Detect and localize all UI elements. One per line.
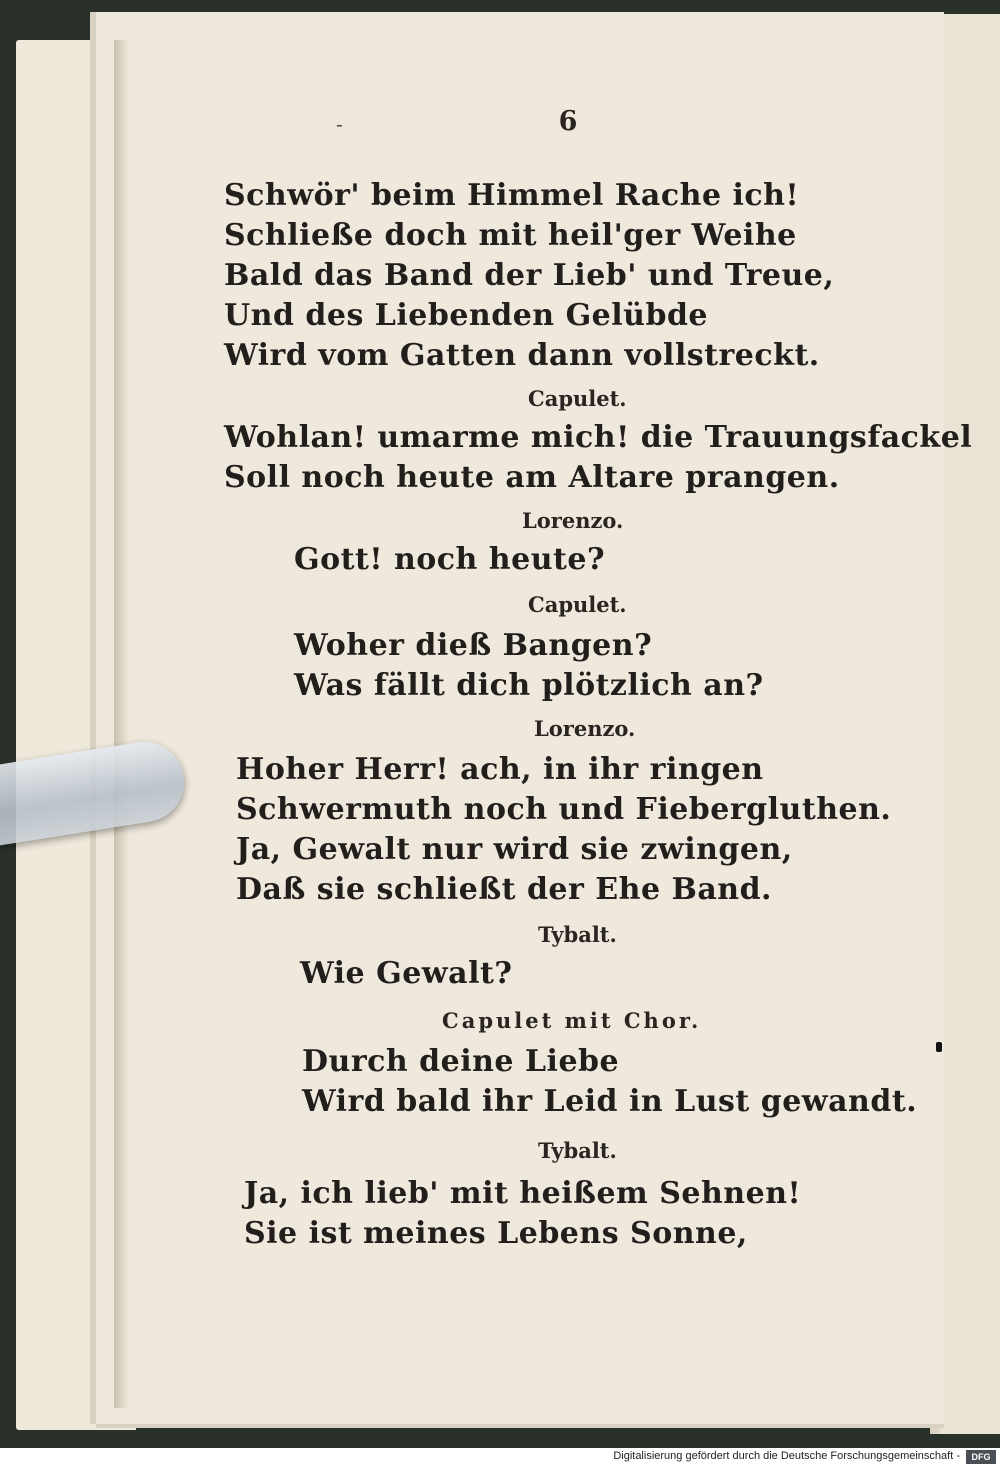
speaker-name: Tybalt. <box>538 922 617 947</box>
ink-mark <box>936 1042 942 1052</box>
verse-line: Ja, Gewalt nur wird sie zwingen, <box>236 832 793 867</box>
verse-line: Schwör' beim Himmel Rache ich! <box>224 178 800 213</box>
verse-line: Wird bald ihr Leid in Lust gewandt. <box>302 1084 918 1119</box>
speaker-name: Capulet mit Chor. <box>442 1008 702 1033</box>
page-binding-edge <box>114 40 128 1408</box>
speaker-name: Capulet. <box>528 386 627 411</box>
verse-line: Bald das Band der Lieb' und Treue, <box>224 258 835 293</box>
verse-line: Soll noch heute am Altare prangen. <box>224 460 840 495</box>
facing-page-edge <box>940 14 1000 1434</box>
page-number: 6 <box>558 106 578 137</box>
page-mark: - <box>336 112 343 136</box>
verse-line: Was fällt dich plötzlich an? <box>294 668 764 703</box>
speaker-name: Capulet. <box>528 592 627 617</box>
verse-line: Sie ist meines Lebens Sonne, <box>244 1216 748 1251</box>
verse-line: Ja, ich lieb' mit heißem Sehnen! <box>244 1176 802 1211</box>
verse-line: Und des Liebenden Gelübde <box>224 298 709 333</box>
verse-line: Woher dieß Bangen? <box>294 628 653 663</box>
speaker-name: Tybalt. <box>538 1138 617 1163</box>
verse-line: Hoher Herr! ach, in ihr ringen <box>236 752 764 787</box>
verse-line: Daß sie schließt der Ehe Band. <box>236 872 773 907</box>
verse-line: Durch deine Liebe <box>302 1044 620 1079</box>
verse-line: Schließe doch mit heil'ger Weihe <box>224 218 797 253</box>
verse-line: Wie Gewalt? <box>300 956 513 991</box>
speaker-name: Lorenzo. <box>534 716 636 741</box>
footer-bar <box>0 1448 1000 1468</box>
verse-line: Wohlan! umarme mich! die Trauungsfackel <box>224 420 973 455</box>
verse-line: Gott! noch heute? <box>294 542 606 577</box>
verse-line: Schwermuth noch und Fiebergluthen. <box>236 792 892 827</box>
dfg-logo: DFG <box>966 1450 996 1464</box>
footer-credit: Digitalisierung gefördert durch die Deutsche Forschungsgemeinschaft - <box>613 1450 960 1462</box>
speaker-name: Lorenzo. <box>522 508 624 533</box>
verse-line: Wird vom Gatten dann vollstreckt. <box>224 338 820 373</box>
